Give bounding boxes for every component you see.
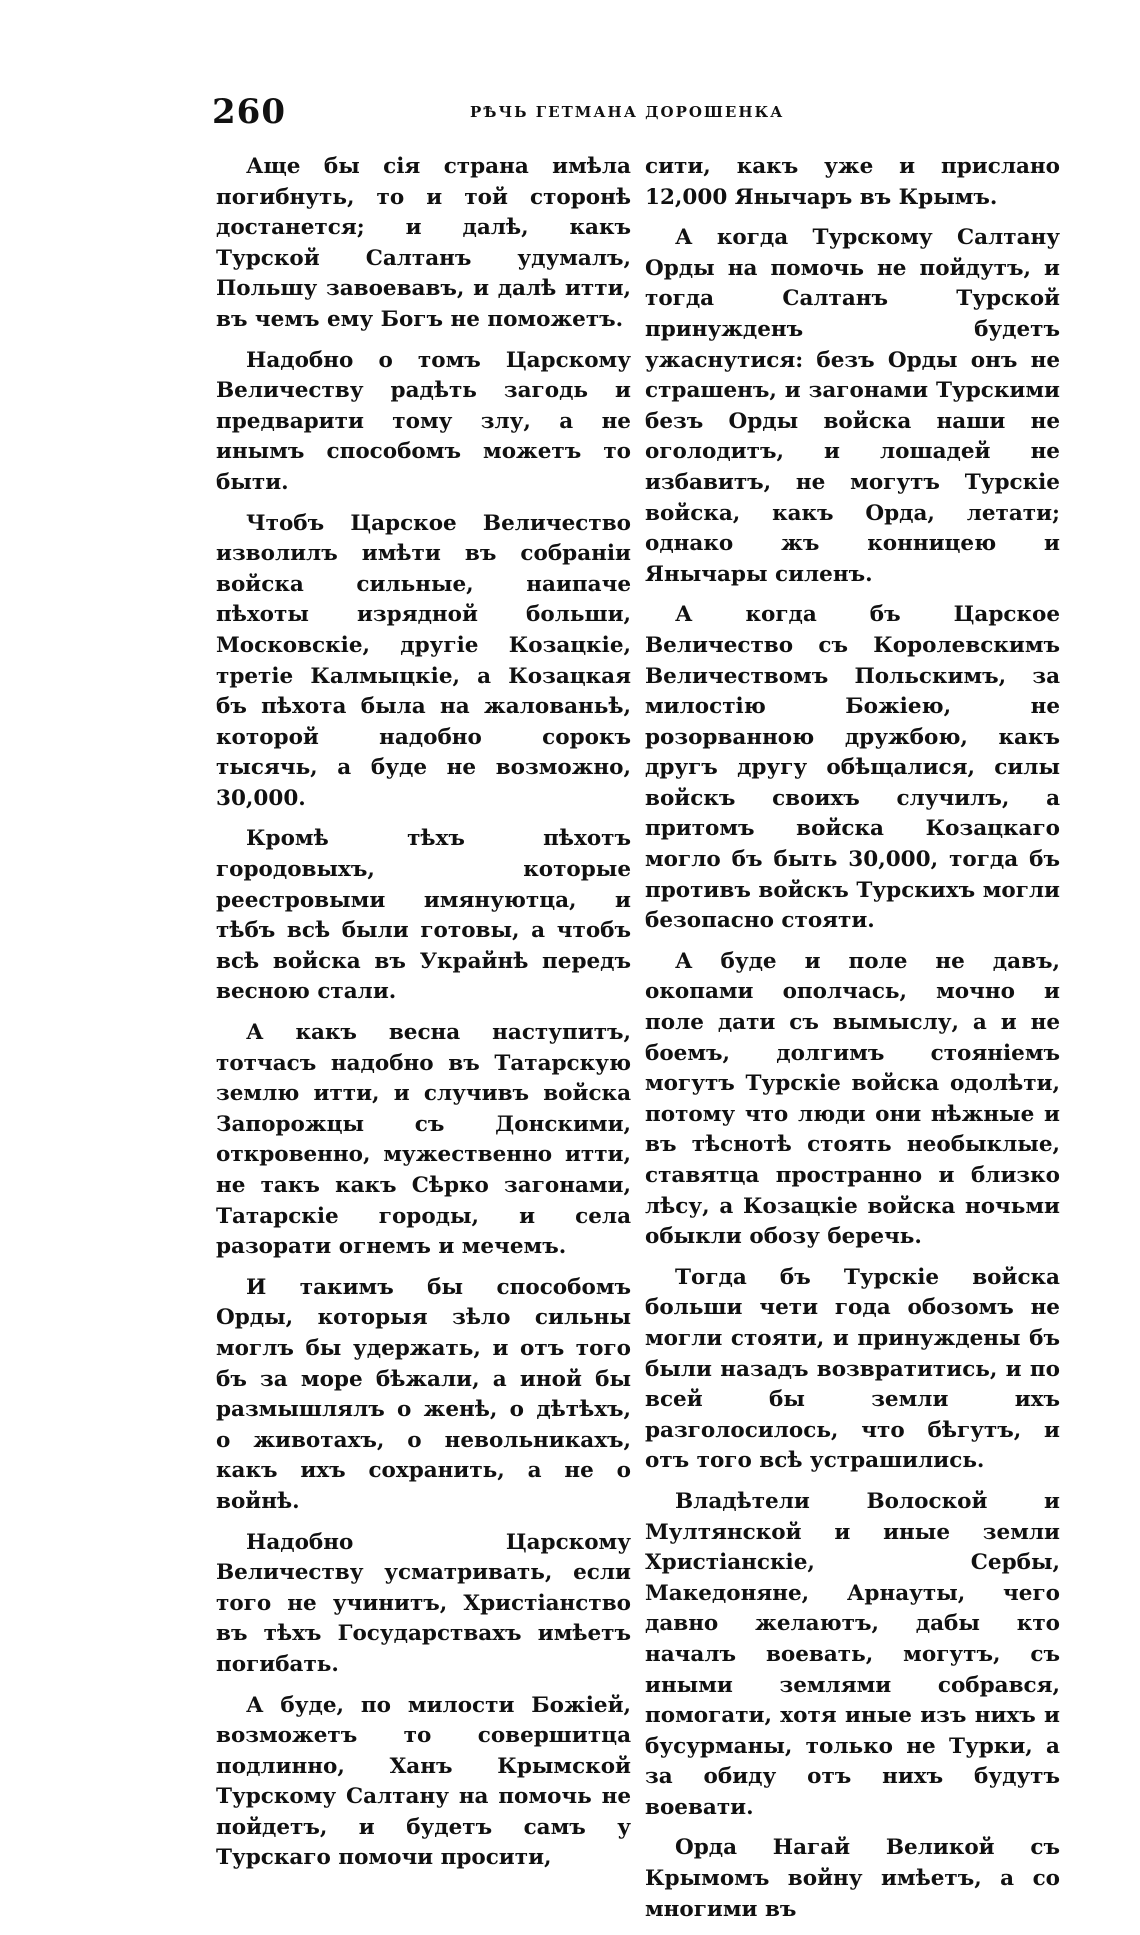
paragraph: Аще бы сія страна имѣла погибнуть, то и той сторонѣ достанется; и далѣ, какъ Турской Салтанъ удумалъ, Польшу завоевавъ, и далѣ итти, въ чемъ ему Богъ не поможетъ.	[216, 154, 631, 332]
right-column	[645, 152, 1060, 1935]
paragraph: Надобно о томъ Царскому Величеству радѣть загодь и предварити тому злу, а не инымъ способомъ можетъ то быти.	[216, 347, 631, 495]
paragraph: Орда Нагай Великой съ Крымомъ войну имѣетъ, а со многими въ	[645, 1835, 1060, 1922]
paragraph: Владѣтели Волоской и Мултянской и иные земли Христіанскіе, Сербы, Македоняне, Арнауты, чего давно желаютъ, дабы кто началъ воевать, могутъ, съ иными землями собрався, помогати, хотя иные изъ нихъ и бусурманы, только не Турки, а за обиду отъ нихъ будутъ воевати.	[645, 1488, 1060, 1820]
paragraph: А какъ весна наступитъ, тотчасъ надобно въ Татарскую землю итти, и случивъ войска Запорожцы съ Донскими, откровенно, мужественно итти, не такъ какъ Сѣрко загонами, Татарскіе городы, и села разорати огнемъ и мечемъ.	[216, 1020, 631, 1260]
paragraph: Тогда бъ Турскіе войска больши чети года обозомъ не могли стояти, и принуждены бъ были назадъ возвратитись, и по всей бы земли ихъ разголосилось, что бѣгутъ, и отъ того всѣ устрашились.	[645, 1264, 1060, 1474]
paragraph: И такимъ бы способомъ Орды, которыя зѣло сильны моглъ бы удержать, и отъ того бъ за море бѣжали, а иной бы размышлялъ о женѣ, о дѣтѣхъ, о животахъ, о невольникахъ, какъ ихъ сохранить, а не о войнѣ.	[216, 1274, 631, 1514]
paragraph: А буде и поле не давъ, окопами ополчась, мочно и поле дати съ вымыслу, а и не боемъ, долгимъ стояніемъ могутъ Турскіе войска одолѣти, потому что люди они нѣжные и въ тѣснотѣ стоять необыклые, ставятца пространно и близко лѣсу, а Козацкіе войска ночьми обыкли обозу беречь.	[645, 948, 1060, 1250]
paragraph: А когда Турскому Салтану Орды на помочь не пойдутъ, и тогда Салтанъ Турской принужденъ будетъ ужаснутися: безъ Орды онъ не страшенъ, и загонами Турскими безъ Орды войска наши не оголодитъ, и лошадей не избавитъ, не могутъ Турскіе войска, какъ Орда, летати; однако жъ конницею и Янычары силенъ.	[645, 225, 1060, 587]
running-title: РѢЧЬ ГЕТМАНА ДОРОШЕНКА	[470, 103, 785, 121]
paragraph: Чтобъ Царское Величество изволилъ имѣти въ собраніи войска сильные, наипаче пѣхоты изрядной больши, Московскіе, другіе Козацкіе, третіе Калмыцкіе, а Козацкая бъ пѣхота была на жалованьѣ, которой надобно сорокъ тысячь, а буде не возможно, 30,000.	[216, 510, 631, 811]
paragraph-continuation: сити, какъ уже и прислано 12,000 Янычаръ въ Крымъ.	[645, 154, 1060, 210]
page-number: 260	[212, 92, 286, 132]
paragraph: А буде, по милости Божіей, возможетъ то совершитца подлинно, Ханъ Крымской Турскому Салтану на помочь не пойдетъ, и будетъ самъ у Турскаго помочи просити,	[216, 1692, 631, 1871]
paragraph: А когда бъ Царское Величество съ Королевскимъ Величествомъ Польскимъ, за милостію Божіею, не розорванною дружбою, какъ другъ другу обѣщалися, силы войскъ своихъ случилъ, а притомъ войска Козацкаго могло бъ быть 30,000, тогда бъ противъ войскъ Турскихъ могли безопасно стояти.	[645, 602, 1060, 934]
paragraph: Надобно Царскому Величеству усматривать, если того не учинитъ, Христіанство въ тѣхъ Государствахъ имѣетъ погибать.	[216, 1529, 631, 1677]
left-column	[216, 152, 631, 1884]
paragraph: Кромѣ тѣхъ пѣхотъ городовыхъ, которые реестровыми имянуютца, и тѣбъ всѣ были готовы, а чтобъ всѣ войска въ Украйнѣ передъ весною стали.	[216, 826, 631, 1005]
